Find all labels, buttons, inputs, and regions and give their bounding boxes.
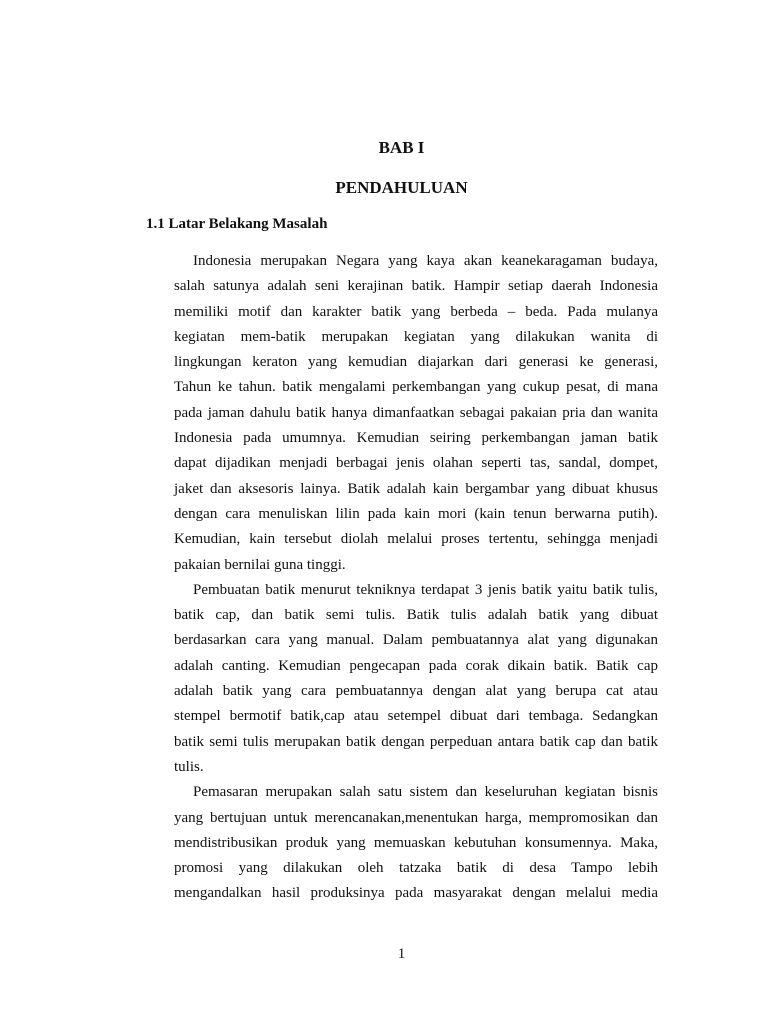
paragraph-line: lingkungan keraton yang kemudian diajarkan dari generasi ke generasi, <box>174 354 658 371</box>
paragraph <box>174 251 658 580</box>
paragraph-line: salah satunya adalah seni kerajinan batik. Hampir setiap daerah Indonesia <box>174 278 658 295</box>
paragraph-line: batik semi tulis merupakan batik dengan perpeduan antara batik cap dan batik <box>174 733 658 750</box>
chapter-title: PENDAHULUAN <box>335 178 468 197</box>
paragraph-line: pakaian bernilai guna tinggi. <box>174 556 346 573</box>
paragraph-line: stempel bermotif batik,cap atau setempel dibuat dari tembaga. Sedangkan <box>174 708 658 725</box>
paragraph-line: Tahun ke tahun. batik mengalami perkembangan yang cukup pesat, di mana <box>174 379 658 396</box>
paragraph-line: dengan cara menuliskan lilin pada kain mori (kain tenun berwarna putih). <box>174 505 658 522</box>
paragraph-line: kegiatan mem-batik merupakan kegiatan yang dilakukan wanita di <box>174 328 658 345</box>
paragraph-line: batik cap, dan batik semi tulis. Batik tulis adalah batik yang dibuat <box>174 607 658 624</box>
paragraph-line: adalah batik yang cara pembuatannya dengan alat yang berupa cat atau <box>174 683 658 700</box>
paragraph-line: Indonesia pada umumnya. Kemudian seiring perkembangan jaman batik <box>174 430 658 447</box>
body-text <box>174 251 658 909</box>
paragraph-line: mendistribusikan produk yang memuaskan kebutuhan konsumennya. Maka, <box>174 834 658 851</box>
paragraph-line: mengandalkan hasil produksinya pada masyarakat dengan melalui media <box>174 885 658 902</box>
paragraph-line: Pembuatan batik menurut tekniknya terdapat 3 jenis batik yaitu batik tulis, <box>193 581 658 598</box>
paragraph-line: berdasarkan cara yang manual. Dalam pembuatannya alat yang digunakan <box>174 632 658 649</box>
paragraph-line: tulis. <box>174 758 204 775</box>
paragraph-line: Kemudian, kain tersebut diolah melalui proses tertentu, sehingga menjadi <box>174 531 658 548</box>
paragraph-line: adalah canting. Kemudian pengecapan pada corak dikain batik. Batik cap <box>174 657 658 674</box>
page-number: 1 <box>397 946 406 962</box>
paragraph <box>174 580 658 782</box>
paragraph-line: jaket dan aksesoris lainya. Batik adalah kain bergambar yang dibuat khusus <box>174 480 658 497</box>
paragraph-line: Pemasaran merupakan salah satu sistem dan keseluruhan kegiatan bisnis <box>193 784 658 801</box>
chapter-number: BAB I <box>378 138 425 157</box>
paragraph-line: Indonesia merupakan Negara yang kaya akan keanekaragaman budaya, <box>193 253 658 269</box>
paragraph-line: memiliki motif dan karakter batik yang berbeda – beda. Pada mulanya <box>174 303 658 320</box>
section-heading: 1.1 Latar Belakang Masalah <box>146 216 328 232</box>
paragraph <box>174 782 658 908</box>
paragraph-line: yang bertujuan untuk merencanakan,menentukan harga, mempromosikan dan <box>174 809 658 826</box>
paragraph-line: pada jaman dahulu batik hanya dimanfaatkan sebagai pakaian pria dan wanita <box>174 404 658 421</box>
paragraph-line: dapat dijadikan menjadi berbagai jenis olahan seperti tas, sandal, dompet, <box>174 455 658 472</box>
paragraph-line: promosi yang dilakukan oleh tatzaka batik di desa Tampo lebih <box>174 860 658 877</box>
